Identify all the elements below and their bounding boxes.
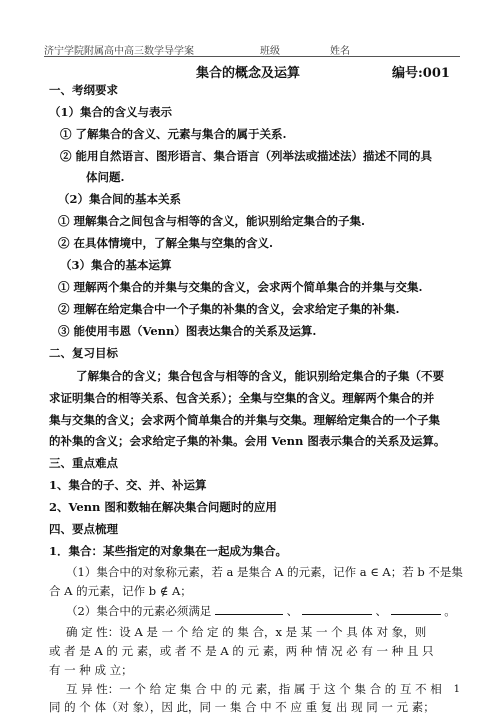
document-title: 集合的概念及运算 — [196, 66, 301, 81]
list-item: 1、集合的子、交、并、补运算 — [49, 478, 207, 492]
paragraph-line: （1）集合中的对象称元素，若 a 是集合 A 的元素，记作 a ∈ A；若 b 不是集 — [66, 565, 463, 579]
list-item: ② 理解在给定集合中一个子集的补集的含义，会求给定子集的补集. — [58, 302, 400, 316]
paragraph-line: 互 异 性：一 个 给 定 集 合 中 的 元 素，指 属 于 这 个 集 合 的 互 不 相 — [66, 682, 442, 696]
subheading-3: （3）集合的基本运算 — [60, 258, 172, 272]
blank-separator: 、 — [375, 604, 387, 618]
blank-separator: 、 — [286, 604, 299, 618]
fill-in-line — [66, 604, 456, 618]
section-heading-3: 三、重点难点 — [49, 456, 118, 470]
fill-in-prompt: （2）集合中的元素必须满足 — [66, 604, 212, 618]
page-header — [44, 40, 460, 57]
page-number: 1 — [453, 684, 460, 695]
paragraph-line: 或 者 是 A 的 元 素，或 者 不 是 A 的 元 素，两 种 情 况 必 有 一 种 且 只 — [49, 644, 434, 658]
paragraph-line: 的补集的含义；会求给定子集的补集。会用 Venn 图表示集合的关系及运算。 — [49, 434, 446, 448]
list-item: ② 能用自然语言、图形语言、集合语言（列举法或描述法）描述不同的具 — [60, 149, 432, 163]
subheading-2: （2）集合间的基本关系 — [58, 192, 182, 206]
list-item: 2、Venn 图和数轴在解决集合问题时的应用 — [49, 500, 277, 514]
section-heading-1: 一、考纲要求 — [49, 83, 118, 97]
section-heading-4: 四、要点梳理 — [49, 522, 118, 536]
section-heading-2: 二、复习目标 — [49, 346, 118, 360]
answer-blank[interactable] — [215, 604, 283, 615]
paragraph-line: 求证明集合的相等关系、包含关系）；全集与空集的含义。理解两个集合的并 — [49, 391, 435, 405]
paragraph-line: 有 一 种 成 立； — [49, 663, 133, 677]
list-item: ③ 能使用韦恩（Venn）图表达集合的关系及运算. — [58, 324, 317, 338]
title-row — [0, 62, 500, 80]
paragraph-line: 集与交集的含义；会求两个简单集合的并集与交集。理解给定集合的一个子集 — [49, 413, 440, 427]
list-item: ① 了解集合的含义、元素与集合的属于关系. — [60, 127, 287, 141]
class-label: 班级 — [260, 46, 280, 57]
paragraph-line: 了解集合的含义；集合包含与相等的含义，能识别给定集合的子集（不要 — [76, 369, 444, 383]
list-item: ① 理解两个集合的并集与交集的含义，会求两个简单集合的并集与交集. — [58, 280, 423, 294]
paragraph-line: 确 定 性：设 A 是 一 个 给 定 的 集 合，x 是 某 一 个 具 体 对 象，则 — [66, 625, 427, 639]
paragraph-line: 合 A 的元素，记作 b ∉ A； — [49, 584, 192, 598]
name-label: 姓名 — [330, 46, 350, 57]
subheading-1: （1）集合的含义与表示 — [49, 105, 173, 119]
list-item: ② 在具体情境中，了解全集与空集的含义. — [58, 236, 274, 250]
list-item: ① 理解集合之间包含与相等的含义，能识别给定集合的子集. — [58, 214, 366, 228]
document-code: 编号:001 — [392, 66, 450, 81]
list-item-continuation: 体问题. — [86, 170, 125, 184]
answer-blank[interactable] — [391, 604, 441, 615]
school-name: 济宁学院附属高中高三数学导学案 — [44, 46, 194, 57]
definition-line: 1．集合：某些指定的对象集在一起成为集合。 — [49, 544, 287, 558]
answer-blank[interactable] — [302, 604, 372, 615]
blank-end: 。 — [444, 604, 456, 618]
paragraph-line: 同 的 个 体（对 象），因 此，同 一 集 合 中 不 应 重 复 出 现 同 一 元 素； — [49, 700, 435, 714]
